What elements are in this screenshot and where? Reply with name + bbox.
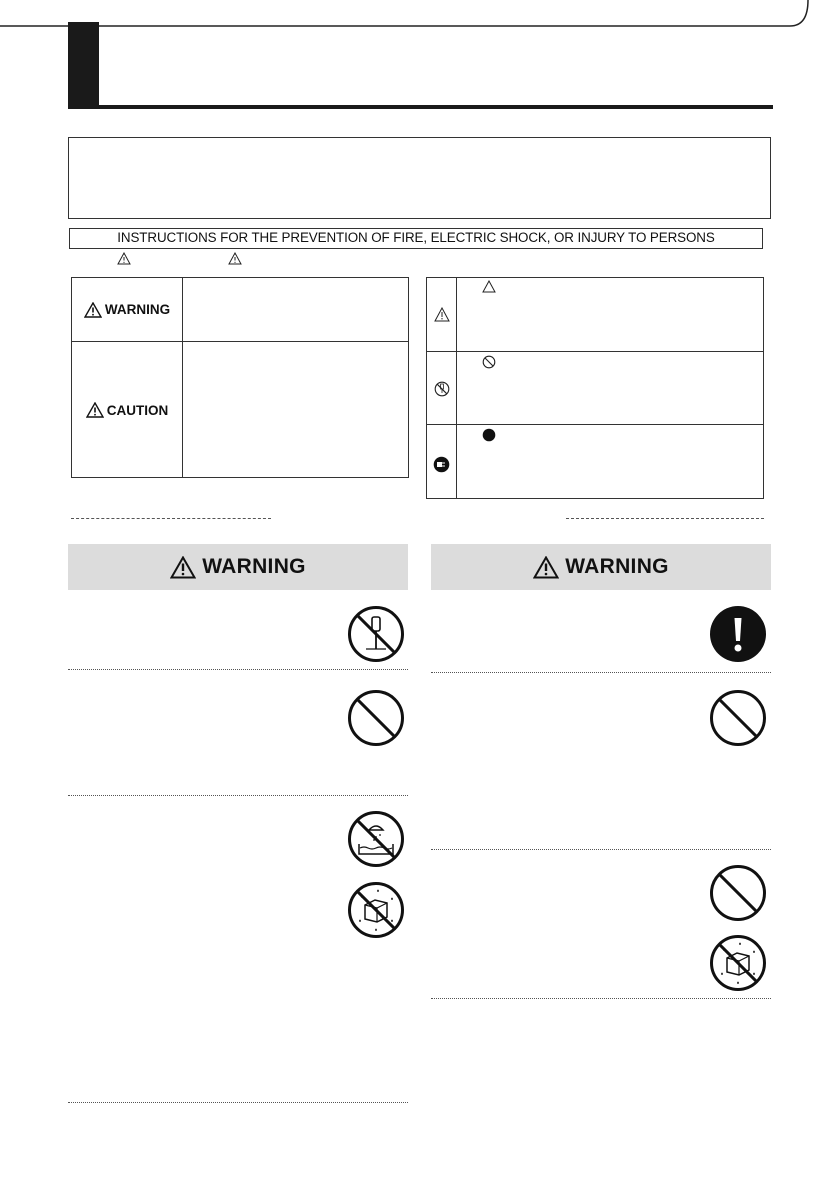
left-warning-header [68, 544, 408, 590]
instructions-banner: INSTRUCTIONS FOR THE PREVENTION OF FIRE, ELECTRIC SHOCK, OR INJURY TO PERSONS [69, 228, 763, 249]
caution-label-text: CAUTION [106, 402, 169, 418]
divider [71, 518, 271, 519]
warning-triangle-icon [117, 252, 131, 265]
mandatory-dot-icon [482, 428, 496, 442]
no-wet-icon [347, 881, 405, 939]
prohibited-icon [709, 689, 767, 747]
warning-label-text: WARNING [104, 302, 171, 317]
cut-line [0, 0, 839, 36]
item-divider [68, 1102, 408, 1103]
divider [566, 518, 764, 519]
symbols-table [426, 277, 764, 499]
item-divider [68, 795, 408, 796]
warning-triangle-icon [533, 556, 559, 579]
right-warning-header [431, 544, 771, 590]
item-divider [431, 672, 771, 673]
warning-label [72, 278, 182, 341]
left-warning-title: WARNING [202, 555, 306, 578]
unplug-icon [433, 456, 450, 473]
no-wet-icon [709, 934, 767, 992]
caution-label [72, 342, 182, 478]
prohibited-symbol-icon [482, 355, 496, 369]
item-divider [431, 998, 771, 999]
warning-triangle-icon [170, 556, 196, 579]
caution-triangle-icon [86, 402, 104, 418]
mandatory-action-icon [709, 605, 767, 663]
title-rule [68, 105, 773, 109]
prohibited-icon [709, 864, 767, 922]
caution-triangle-icon [434, 307, 450, 322]
item-divider [431, 849, 771, 850]
notice-box [68, 137, 771, 219]
item-divider [68, 669, 408, 670]
section-tab [68, 22, 99, 109]
warning-triangle-icon [84, 302, 102, 318]
triangle-symbol-icon [482, 280, 496, 293]
prohibited-icon [347, 689, 405, 747]
no-disassembly-icon [347, 605, 405, 663]
caution-triangle-icon [228, 252, 242, 265]
prohibited-disassemble-icon [434, 381, 450, 397]
right-warning-title: WARNING [565, 555, 669, 578]
definitions-table [71, 277, 409, 478]
no-water-splash-icon [347, 810, 405, 868]
